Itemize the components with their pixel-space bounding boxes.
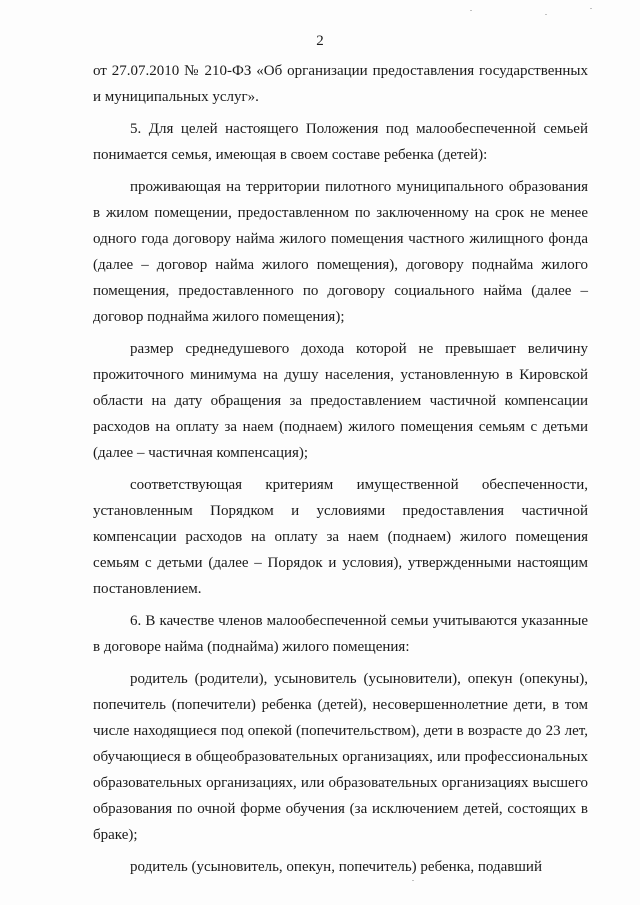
paragraph bbox=[93, 116, 588, 168]
paragraph bbox=[93, 336, 588, 466]
text-line: образования по очной форме обучения (за исключением детей, состоящих в bbox=[93, 801, 588, 817]
scan-speck bbox=[545, 14, 547, 15]
text-line: установленным Порядком и условиями предоставления частичной bbox=[93, 503, 588, 519]
text-line: (далее – договор найма жилого помещения), договору поднайма жилого bbox=[93, 257, 588, 273]
text-line: постановлением. bbox=[93, 581, 202, 597]
text-line: попечитель (попечители) ребенка (детей), несовершеннолетние дети, в том bbox=[93, 697, 588, 713]
text-line: соответствующая критериям имущественной обеспеченности, bbox=[130, 477, 588, 493]
text-line: и муниципальных услуг». bbox=[93, 89, 259, 105]
text-line: образовательных организациях, или образовательных организациях высшего bbox=[93, 775, 588, 791]
text-line: понимается семья, имеющая в своем составе ребенка (детей): bbox=[93, 147, 488, 163]
paragraph bbox=[93, 58, 588, 110]
paragraph bbox=[93, 472, 588, 602]
page-number: 2 bbox=[316, 33, 324, 49]
text-line: компенсации расходов на оплату за наем (поднаем) жилого помещения bbox=[93, 529, 588, 545]
text-line: одного года договору найма жилого помещения частного жилищного фонда bbox=[93, 231, 588, 247]
text-line: помещения, предоставленного по договору социального найма (далее – bbox=[93, 283, 588, 299]
paragraph bbox=[93, 174, 588, 330]
text-line: области на дату обращения за предоставлением частичной компенсации bbox=[93, 393, 588, 409]
text-line: 6. В качестве членов малообеспеченной семьи учитываются указанные bbox=[130, 613, 588, 629]
text-line: прожиточного минимума на душу населения, установленную в Кировской bbox=[93, 367, 588, 383]
text-line: проживающая на территории пилотного муниципального образования bbox=[130, 179, 588, 195]
scan-speck bbox=[470, 10, 472, 11]
text-line: браке); bbox=[93, 827, 138, 843]
text-line: 5. Для целей настоящего Положения под малообеспеченной семьей bbox=[130, 121, 588, 137]
text-line: родитель (родители), усыновитель (усыновители), опекун (опекуны), bbox=[130, 671, 588, 687]
text-line: родитель (усыновитель, опекун, попечитель) ребенка, подавший bbox=[130, 859, 542, 875]
text-line: от 27.07.2010 № 210-ФЗ «Об организации предоставления государственных bbox=[93, 63, 588, 79]
text-line: размер среднедушевого дохода которой не превышает величину bbox=[130, 341, 588, 357]
paragraph bbox=[93, 854, 588, 880]
scan-speck bbox=[412, 880, 414, 881]
text-line: в жилом помещении, предоставленном по заключенному на срок не менее bbox=[93, 205, 588, 221]
text-line: семьям с детьми (далее – Порядок и условия), утвержденными настоящим bbox=[93, 555, 588, 571]
text-line: расходов на оплату за наем (поднаем) жилого помещения семьям с детьми bbox=[93, 419, 588, 435]
text-line: числе находящиеся под опекой (попечительством), дети в возрасте до 23 лет, bbox=[93, 723, 588, 739]
text-line: обучающиеся в общеобразовательных организациях, или профессиональных bbox=[93, 749, 588, 765]
text-line: в договоре найма (поднайма) жилого помещения: bbox=[93, 639, 410, 655]
document-body bbox=[93, 58, 588, 880]
scan-speck bbox=[590, 8, 592, 9]
paragraph bbox=[93, 608, 588, 660]
text-line: договор поднайма жилого помещения); bbox=[93, 309, 345, 325]
paragraph bbox=[93, 666, 588, 848]
text-line: (далее – частичная компенсация); bbox=[93, 445, 309, 461]
